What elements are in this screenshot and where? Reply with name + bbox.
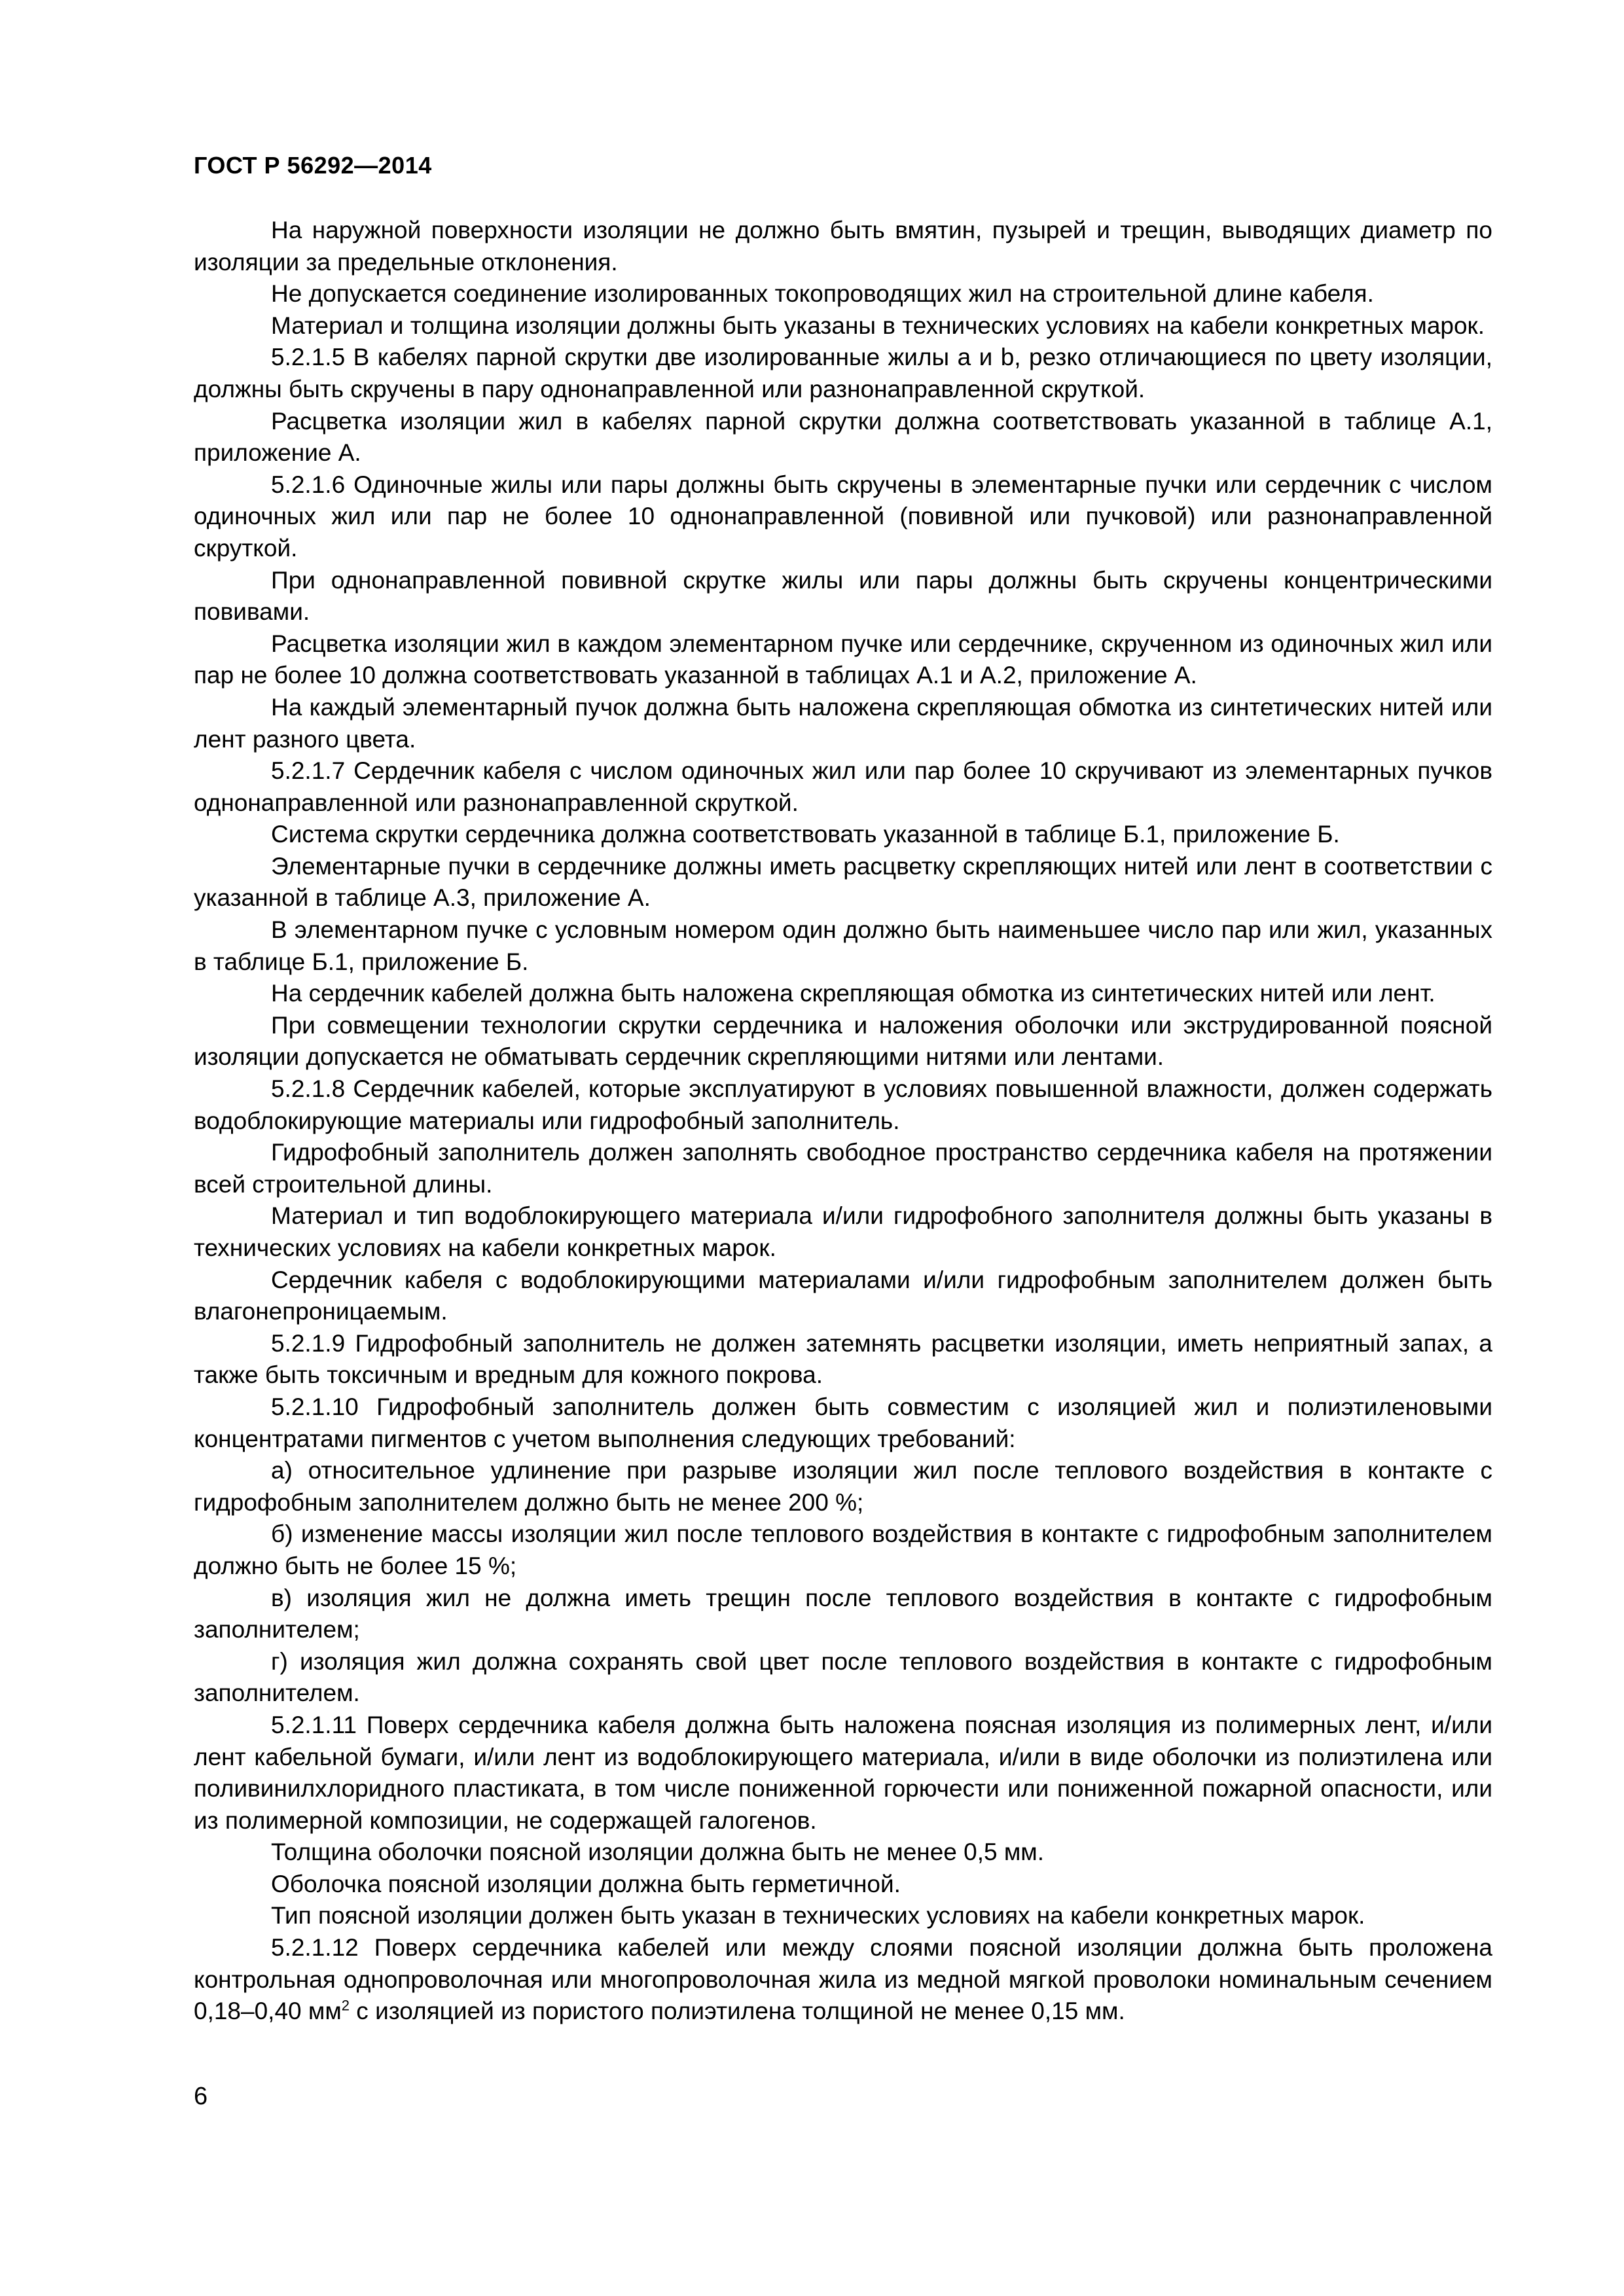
paragraph-text: 5.2.1.12 Поверх сердечника кабелей или между слоями поясной изоляции должна быть проложена контрольная однопроволочная или многопроволочная жила из медной мягкой проволоки номинальным сечением 0,18–0,40 мм [194,1934,1492,2025]
body-text [194,215,1492,2028]
paragraph: Элементарные пучки в сердечнике должны иметь расцветку скрепляющих нитей или лент в соответствии с указанной в таблице А.3, приложение А. [194,852,1492,912]
paragraph: 5.2.1.8 Сердечник кабелей, которые эксплуатируют в условиях повышенной влажности, должен содержать водоблокирующие материалы или гидрофобный заполнитель. [194,1075,1492,1134]
paragraph: Расцветка изоляции жил в кабелях парной скрутки должна соответствовать указанной в таблице А.1, приложение А. [194,407,1492,467]
paragraph: 5.2.1.10 Гидрофобный заполнитель должен быть совместим с изоляцией жил и полиэтиленовыми концентратами пигментов с учетом выполнения следующих требований: [194,1393,1492,1452]
paragraph: Гидрофобный заполнитель должен заполнять свободное пространство сердечника кабеля на протяжении всей строительной длины. [194,1139,1492,1198]
paragraph: в) изоляция жил не должна иметь трещин после теплового воздействия в контакте с гидрофобным заполнителем; [194,1584,1492,1643]
paragraph: Оболочка поясной изоляции должна быть герметичной. [271,1870,901,1897]
paragraph: Материал и тип водоблокирующего материала и/или гидрофобного заполнителя должны быть указаны в технических условиях на кабели конкретных марок. [194,1202,1492,1261]
paragraph-last [194,1932,1492,2028]
paragraph: Не допускается соединение изолированных токопроводящих жил на строительной длине кабеля. [271,280,1374,308]
paragraph: г) изоляция жил должна сохранять свой цвет после теплового воздействия в контакте с гидрофобным заполнителем. [194,1647,1492,1707]
paragraph: Система скрутки сердечника должна соответствовать указанной в таблице Б.1, приложение Б. [271,821,1340,848]
page-number: 6 [194,2083,208,2110]
paragraph: 5.2.1.5 В кабелях парной скрутки две изолированные жилы a и b, резко отличающиеся по цвету изоляции, должны быть скручены в пару однонаправленной или разнонаправленной скруткой. [194,344,1492,403]
paragraph: 5.2.1.11 Поверх сердечника кабеля должна быть наложена поясная изоляция из полимерных лент, и/или лент кабельной бумаги, и/или лент из водоблокирующего материала, и/или в виде оболочки из полиэтилена или поливинилхлоридного пластиката, в том числе пониженной горючести или пониженной пожарной опасности, или из полимерной композиции, не содержащей галогенов. [194,1711,1492,1834]
paragraph: 5.2.1.9 Гидрофобный заполнитель не должен затемнять расцветки изоляции, иметь неприятный запах, а также быть токсичным и вредным для кожного покрова. [194,1329,1492,1389]
paragraph: При совмещении технологии скрутки сердечника и наложения оболочки или экструдированной поясной изоляции допускается не обматывать сердечник скрепляющими нитями или лентами. [194,1011,1492,1071]
paragraph: На наружной поверхности изоляции не должно быть вмятин, пузырей и трещин, выводящих диаметр по изоляции за предельные отклонения. [194,217,1492,276]
paragraph: 5.2.1.6 Одиночные жилы или пары должны быть скручены в элементарные пучки или сердечник с числом одиночных жил или пар не более 10 однонаправленной (повивной или пучковой) или разнонаправленной скруткой. [194,471,1492,562]
paragraph: 5.2.1.7 Сердечник кабеля с числом одиночных жил или пар более 10 скручивают из элементарных пучков однонаправленной или разнонаправленной скруткой. [194,757,1492,816]
paragraph: Расцветка изоляции жил в каждом элементарном пучке или сердечнике, скрученном из одиночных жил или пар не более 10 должна соответствовать указанной в таблицах А.1 и А.2, приложение А. [194,630,1492,689]
paragraph: б) изменение массы изоляции жил после теплового воздействия в контакте с гидрофобным заполнителем должно быть не более 15 %; [194,1520,1492,1579]
paragraph-text: с изоляцией из пористого полиэтилена толщиной не менее 0,15 мм. [350,1998,1125,2025]
paragraph: На сердечник кабелей должна быть наложена скрепляющая обмотка из синтетических нитей или лент. [271,980,1435,1007]
paragraph: Сердечник кабеля с водоблокирующими материалами и/или гидрофобным заполнителем должен быть влагонепроницаемым. [194,1266,1492,1325]
paragraph: Материал и толщина изоляции должны быть указаны в технических условиях на кабели конкретных марок. [271,312,1485,339]
paragraph: На каждый элементарный пучок должна быть наложена скрепляющая обмотка из синтетических нитей или лент разного цвета. [194,693,1492,753]
paragraph: Толщина оболочки поясной изоляции должна быть не менее 0,5 мм. [271,1839,1045,1866]
document-header: ГОСТ Р 56292—2014 [194,152,432,179]
paragraph: а) относительное удлинение при разрыве изоляции жил после теплового воздействия в контакте с гидрофобным заполнителем должно быть не менее 200 %; [194,1457,1492,1516]
paragraph: В элементарном пучке с условным номером один должно быть наименьшее число пар или жил, указанных в таблице Б.1, приложение Б. [194,916,1492,975]
paragraph: Тип поясной изоляции должен быть указан в технических условиях на кабели конкретных марок. [271,1902,1365,1929]
paragraph: При однонаправленной повивной скрутке жилы или пары должны быть скручены концентрическими повивами. [194,566,1492,626]
superscript: 2 [341,1997,350,2014]
